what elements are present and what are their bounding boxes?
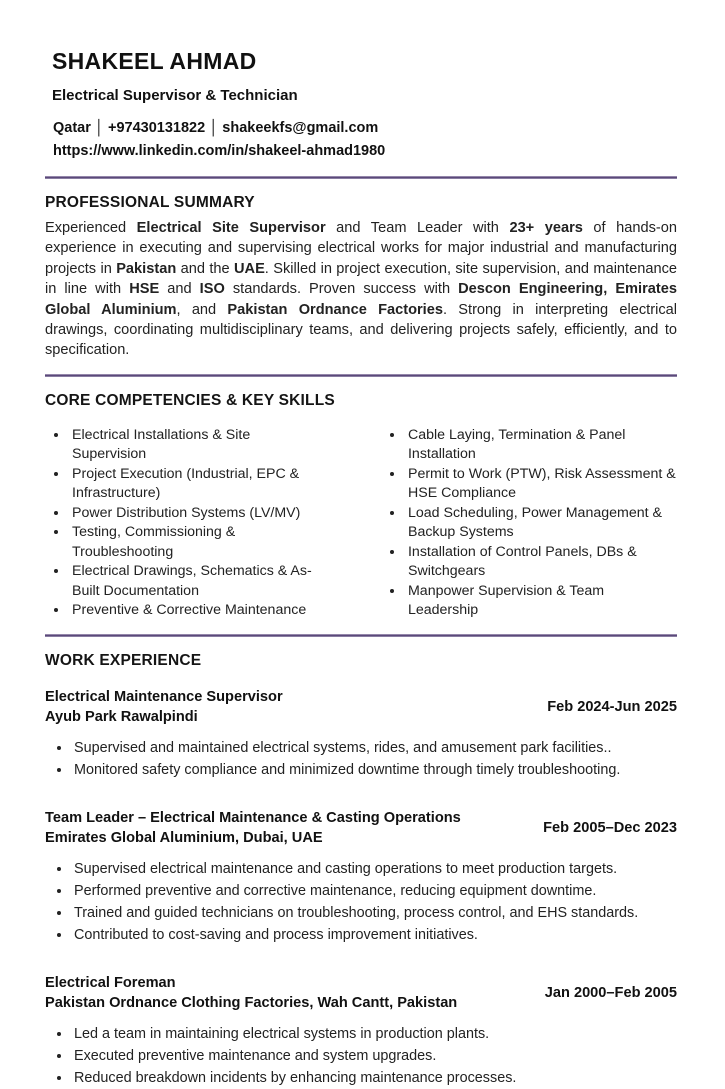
summary-text-segment: Pakistan Ordnance Factories	[227, 301, 443, 318]
job-header	[45, 973, 677, 1013]
summary-text-segment: Electrical Site Supervisor	[136, 220, 326, 236]
list-item: • Contributed to cost-saving and process improvement initiatives.	[72, 924, 677, 946]
job-entry	[45, 687, 677, 781]
job-header	[45, 687, 677, 727]
list-item: • Cable Laying, Termination & Panel Installation	[405, 426, 677, 465]
summary-text-segment: ISO	[199, 281, 225, 298]
list-item: • Permit to Work (PTW), Risk Assessment & HSE Compliance	[405, 465, 677, 504]
job-bullet-list	[45, 737, 677, 781]
summary-text-segment: and	[159, 281, 200, 298]
section-work-experience	[45, 652, 677, 1089]
skills-column-right	[381, 426, 677, 621]
summary-text-segment: of hands-on experience in executing and supervising electrical works for major industrial and manufacturing projects in	[45, 220, 677, 277]
work-experience-heading: WORK EXPERIENCE	[45, 651, 202, 669]
job-header	[45, 808, 677, 848]
list-item: • Installation of Control Panels, DBs & Switchgears	[405, 543, 677, 582]
list-item: • Electrical Drawings, Schematics & As-Built Documentation	[69, 562, 328, 601]
list-item: • Preventive & Corrective Maintenance	[69, 601, 328, 621]
job-organization: Pakistan Ordnance Clothing Factories, Wah Cantt, Pakistan	[45, 994, 458, 1011]
job-role: Electrical Foreman	[45, 974, 176, 991]
job-bullet-list	[45, 1023, 677, 1089]
list-item: • Trained and guided technicians on troubleshooting, process control, and EHS standards.	[72, 902, 677, 924]
header-divider	[45, 176, 677, 179]
summary-text-segment: , and	[176, 301, 228, 318]
summary-text-segment: HSE	[129, 281, 160, 298]
list-item: • Project Execution (Industrial, EPC & Infrastructure)	[69, 465, 328, 504]
summary-text-segment: Descon Engineering, Emirates Global Aluminium	[45, 281, 677, 318]
list-item: • Reduced breakdown incidents by enhancing maintenance processes.	[72, 1067, 677, 1089]
list-item: • Electrical Installations & Site Supervision	[69, 426, 328, 465]
skills-column-left	[45, 426, 328, 621]
job-titles	[45, 687, 283, 727]
summary-text-segment: . Strong in interpreting electrical drawings, coordinating multidisciplinary teams, and delivering projects safely, efficiently, and to specification.	[45, 301, 677, 359]
list-item: • Executed preventive maintenance and system upgrades.	[72, 1045, 677, 1067]
list-item: • Load Scheduling, Power Management & Backup Systems	[405, 504, 677, 543]
summary-text-segment: standards. Proven success with	[224, 281, 459, 298]
job-organization: Ayub Park Rawalpindi	[45, 708, 198, 725]
summary-divider	[45, 374, 677, 377]
job-titles	[45, 808, 461, 848]
linkedin-url[interactable]: https://www.linkedin.com/in/shakeel-ahmad1980	[53, 143, 386, 159]
job-dates: Feb 2005–Dec 2023	[543, 819, 677, 836]
contact-line: Qatar │ +97430131822 │ shakeekfs@gmail.com	[53, 120, 379, 136]
professional-summary-heading: PROFESSIONAL SUMMARY	[45, 194, 255, 211]
candidate-title: Electrical Supervisor & Technician	[52, 87, 298, 104]
job-entry	[45, 808, 677, 946]
job-dates: Jan 2000–Feb 2005	[544, 984, 677, 1001]
job-bullet-list	[45, 858, 677, 946]
list-item: • Performed preventive and corrective maintenance, reducing equipment downtime.	[72, 880, 677, 902]
section-core-competencies	[45, 392, 677, 621]
job-organization: Emirates Global Aluminium, Dubai, UAE	[45, 829, 323, 846]
summary-text-segment: 23+ years	[509, 220, 583, 236]
list-item: • Supervised electrical maintenance and casting operations to meet production targets.	[72, 858, 677, 880]
list-item: • Monitored safety compliance and minimized downtime through timely troubleshooting.	[72, 759, 677, 781]
job-entry	[45, 973, 677, 1089]
candidate-name: SHAKEEL AHMAD	[52, 48, 257, 74]
job-titles	[45, 973, 457, 1013]
list-item: • Manpower Supervision & Team Leadership	[405, 582, 677, 621]
summary-text-segment: . Skilled in project execution, site supervision, and maintenance in line with	[45, 260, 677, 298]
skills-divider	[45, 634, 677, 637]
resume-header	[45, 48, 677, 163]
list-item: • Led a team in maintaining electrical systems in production plants.	[72, 1023, 677, 1045]
job-role: Electrical Maintenance Supervisor	[45, 688, 283, 705]
summary-text-segment: and the	[176, 260, 234, 277]
list-item: • Testing, Commissioning & Troubleshooting	[69, 523, 328, 562]
summary-text-segment: Pakistan	[116, 260, 177, 277]
list-item: • Power Distribution Systems (LV/MV)	[69, 504, 328, 524]
skills-columns	[45, 426, 677, 621]
job-role: Team Leader – Electrical Maintenance & Casting Operations	[45, 809, 461, 826]
list-item: • Supervised and maintained electrical systems, rides, and amusement park facilities..	[72, 737, 677, 759]
summary-text-segment: and Team Leader with	[325, 220, 510, 236]
summary-paragraph	[45, 218, 677, 361]
core-competencies-heading: CORE COMPETENCIES & KEY SKILLS	[45, 391, 335, 409]
section-professional-summary	[45, 194, 677, 361]
summary-text-segment: UAE	[233, 260, 265, 277]
summary-text-segment: Experienced	[45, 220, 137, 236]
job-dates: Feb 2024-Jun 2025	[547, 698, 677, 715]
